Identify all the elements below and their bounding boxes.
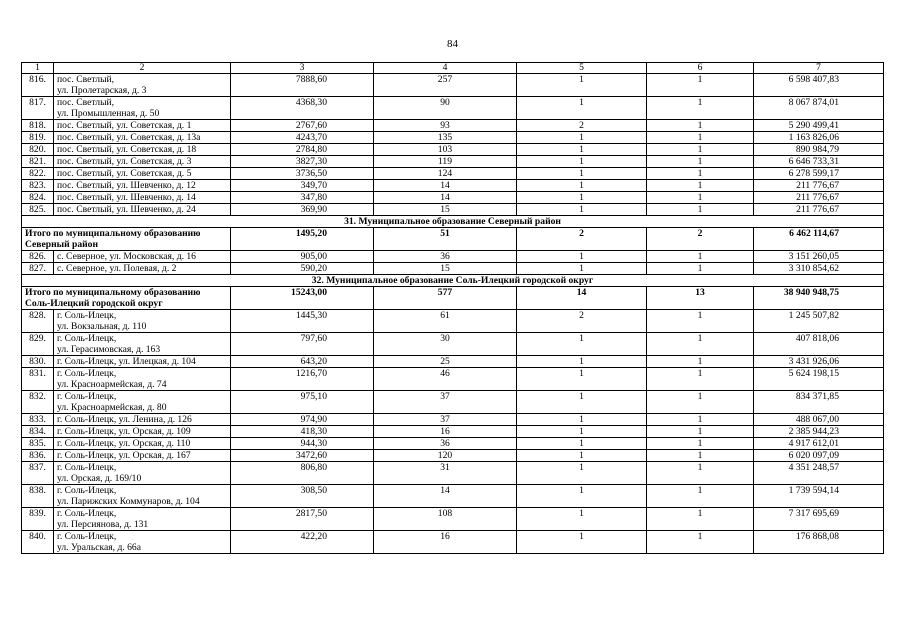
col6-cell: 1 <box>647 144 754 156</box>
area-cell: 3827,30 <box>231 156 374 168</box>
address-line: Соль-Илецкий городской округ <box>25 298 163 309</box>
cost-cell: 407 818,06 <box>754 333 884 356</box>
address-cell <box>54 144 231 156</box>
row-number: 821. <box>22 156 54 168</box>
address-line: пос. Светлый, ул. Советская, д. 1 <box>57 120 192 131</box>
table-row <box>22 180 884 192</box>
col5-cell: 2 <box>517 120 647 132</box>
address-line: г. Соль-Илецк, ул. Орская, д. 167 <box>57 450 191 461</box>
col5-cell: 1 <box>517 414 647 426</box>
address-line: пос. Светлый, ул. Советская, д. 3 <box>57 156 192 167</box>
residents-cell: 103 <box>374 144 517 156</box>
address-cell <box>54 438 231 450</box>
area-cell: 4243,70 <box>231 132 374 144</box>
address-line: ул. Вокзальная, д. 110 <box>57 321 147 332</box>
row-number: 817. <box>22 97 54 120</box>
col6-cell: 1 <box>647 204 754 216</box>
address-cell <box>54 426 231 438</box>
address-line: ул. Уральская, д. 66а <box>57 542 141 553</box>
table-row <box>22 263 884 275</box>
col5-cell: 1 <box>517 531 647 554</box>
cost-cell: 211 776,67 <box>754 192 884 204</box>
address-line: г. Соль-Илецк, <box>57 368 117 379</box>
col6-cell: 1 <box>647 438 754 450</box>
residents-cell: 577 <box>374 287 517 310</box>
total-row <box>22 228 884 251</box>
col5-cell: 1 <box>517 144 647 156</box>
cost-cell: 3 310 854,62 <box>754 263 884 275</box>
residents-cell: 119 <box>374 156 517 168</box>
address-line: г. Соль-Илецк, <box>57 485 117 496</box>
address-cell <box>54 310 231 333</box>
address-cell <box>54 450 231 462</box>
address-line: пос. Светлый, ул. Советская, д. 18 <box>57 144 197 155</box>
col6-cell: 1 <box>647 74 754 97</box>
address-cell <box>54 462 231 485</box>
address-line: с. Северное, ул. Московская, д. 16 <box>57 251 196 262</box>
cost-cell: 4 351 248,57 <box>754 462 884 485</box>
header-cell: 1 <box>22 63 54 74</box>
area-cell: 1445,30 <box>231 310 374 333</box>
header-cell: 7 <box>754 63 884 74</box>
cost-cell: 7 317 695,69 <box>754 508 884 531</box>
address-line: г. Соль-Илецк, ул. Ленина, д. 126 <box>57 414 192 425</box>
col6-cell: 1 <box>647 368 754 391</box>
address-cell <box>54 414 231 426</box>
col6-cell: 1 <box>647 97 754 120</box>
residents-cell: 15 <box>374 263 517 275</box>
col6-cell: 1 <box>647 310 754 333</box>
table-row <box>22 192 884 204</box>
address-line: ул. Герасимовская, д. 163 <box>57 344 161 355</box>
section-title: 31. Муниципальное образование Северный район <box>22 216 884 228</box>
header-row <box>22 63 884 74</box>
area-cell: 369,90 <box>231 204 374 216</box>
address-cell <box>54 156 231 168</box>
address-cell <box>54 485 231 508</box>
address-cell <box>54 120 231 132</box>
residents-cell: 31 <box>374 462 517 485</box>
table-row <box>22 356 884 368</box>
residents-cell: 16 <box>374 531 517 554</box>
address-line: г. Соль-Илецк, ул. Орская, д. 109 <box>57 426 191 437</box>
table-row <box>22 531 884 554</box>
col5-cell: 1 <box>517 462 647 485</box>
table-row <box>22 120 884 132</box>
col6-cell: 13 <box>647 287 754 310</box>
area-cell: 944,30 <box>231 438 374 450</box>
cost-cell: 1 739 594,14 <box>754 485 884 508</box>
residents-cell: 120 <box>374 450 517 462</box>
total-row <box>22 287 884 310</box>
cost-cell: 1 245 507,82 <box>754 310 884 333</box>
area-cell: 3472,60 <box>231 450 374 462</box>
residents-cell: 61 <box>374 310 517 333</box>
col6-cell: 1 <box>647 450 754 462</box>
col5-cell: 1 <box>517 450 647 462</box>
residents-cell: 30 <box>374 333 517 356</box>
area-cell: 308,50 <box>231 485 374 508</box>
col5-cell: 1 <box>517 263 647 275</box>
area-cell: 975,10 <box>231 391 374 414</box>
cost-cell: 4 917 612,01 <box>754 438 884 450</box>
table-row <box>22 462 884 485</box>
area-cell: 2767,60 <box>231 120 374 132</box>
col6-cell: 1 <box>647 180 754 192</box>
table-row <box>22 156 884 168</box>
address-line: г. Соль-Илецк, <box>57 310 117 321</box>
table-row <box>22 204 884 216</box>
address-cell <box>54 356 231 368</box>
col5-cell: 1 <box>517 192 647 204</box>
header-cell: 6 <box>647 63 754 74</box>
col6-cell: 1 <box>647 531 754 554</box>
address-line: пос. Светлый, <box>57 74 115 85</box>
row-number: 840. <box>22 531 54 554</box>
residents-cell: 135 <box>374 132 517 144</box>
address-line: пос. Светлый, ул. Советская, д. 5 <box>57 168 192 179</box>
col5-cell: 2 <box>517 228 647 251</box>
row-number: 839. <box>22 508 54 531</box>
table-row <box>22 132 884 144</box>
address-cell <box>54 204 231 216</box>
area-cell: 7888,60 <box>231 74 374 97</box>
col5-cell: 1 <box>517 508 647 531</box>
row-number: 826. <box>22 251 54 263</box>
section-header-row <box>22 216 884 228</box>
area-cell: 347,80 <box>231 192 374 204</box>
cost-cell: 488 067,00 <box>754 414 884 426</box>
address-cell <box>22 287 231 310</box>
row-number: 823. <box>22 180 54 192</box>
residents-cell: 93 <box>374 120 517 132</box>
row-number: 816. <box>22 74 54 97</box>
residents-cell: 37 <box>374 414 517 426</box>
header-cell: 5 <box>517 63 647 74</box>
col6-cell: 1 <box>647 251 754 263</box>
col6-cell: 1 <box>647 462 754 485</box>
area-cell: 1216,70 <box>231 368 374 391</box>
table-row <box>22 333 884 356</box>
table-row <box>22 414 884 426</box>
address-line: Северный район <box>25 239 99 250</box>
address-cell <box>22 228 231 251</box>
residents-cell: 14 <box>374 180 517 192</box>
row-number: 819. <box>22 132 54 144</box>
address-cell <box>54 74 231 97</box>
row-number: 818. <box>22 120 54 132</box>
area-cell: 2784,80 <box>231 144 374 156</box>
area-cell: 349,70 <box>231 180 374 192</box>
address-cell <box>54 168 231 180</box>
cost-cell: 5 624 198,15 <box>754 368 884 391</box>
row-number: 820. <box>22 144 54 156</box>
residents-cell: 90 <box>374 97 517 120</box>
cost-cell: 3 431 926,06 <box>754 356 884 368</box>
address-line: г. Соль-Илецк, ул. Орская, д. 110 <box>57 438 191 449</box>
address-cell <box>54 391 231 414</box>
residents-cell: 16 <box>374 426 517 438</box>
table-row <box>22 485 884 508</box>
address-line: пос. Светлый, ул. Шевченко, д. 12 <box>57 180 196 191</box>
row-number: 822. <box>22 168 54 180</box>
col5-cell: 1 <box>517 180 647 192</box>
row-number: 825. <box>22 204 54 216</box>
row-number: 828. <box>22 310 54 333</box>
cost-cell: 1 163 826,06 <box>754 132 884 144</box>
row-number: 824. <box>22 192 54 204</box>
address-cell <box>54 531 231 554</box>
cost-cell: 6 462 114,67 <box>754 228 884 251</box>
area-cell: 590,20 <box>231 263 374 275</box>
section-title: 32. Муниципальное образование Соль-Илецкий городской округ <box>22 275 884 287</box>
col6-cell: 1 <box>647 414 754 426</box>
area-cell: 806,80 <box>231 462 374 485</box>
address-line: г. Соль-Илецк, <box>57 391 117 402</box>
area-cell: 1495,20 <box>231 228 374 251</box>
residents-cell: 14 <box>374 485 517 508</box>
col6-cell: 1 <box>647 356 754 368</box>
address-line: г. Соль-Илецк, <box>57 508 117 519</box>
col5-cell: 1 <box>517 168 647 180</box>
col5-cell: 1 <box>517 426 647 438</box>
row-number: 832. <box>22 391 54 414</box>
residents-cell: 257 <box>374 74 517 97</box>
table-row <box>22 438 884 450</box>
table-row <box>22 508 884 531</box>
col5-cell: 1 <box>517 74 647 97</box>
residents-cell: 15 <box>374 204 517 216</box>
address-line: ул. Орская, д. 169/10 <box>57 473 142 484</box>
cost-cell: 176 868,08 <box>754 531 884 554</box>
cost-cell: 3 151 260,05 <box>754 251 884 263</box>
col5-cell: 1 <box>517 156 647 168</box>
address-line: Итого по муниципальному образованию <box>25 287 201 298</box>
col6-cell: 1 <box>647 263 754 275</box>
col6-cell: 1 <box>647 391 754 414</box>
address-cell <box>54 263 231 275</box>
address-line: г. Соль-Илецк, ул. Илецкая, д. 104 <box>57 356 196 367</box>
area-cell: 418,30 <box>231 426 374 438</box>
residents-cell: 25 <box>374 356 517 368</box>
col5-cell: 1 <box>517 356 647 368</box>
cost-cell: 38 940 948,75 <box>754 287 884 310</box>
cost-cell: 8 067 874,01 <box>754 97 884 120</box>
area-cell: 797,60 <box>231 333 374 356</box>
row-number: 836. <box>22 450 54 462</box>
cost-cell: 2 385 944,23 <box>754 426 884 438</box>
residents-cell: 124 <box>374 168 517 180</box>
row-number: 838. <box>22 485 54 508</box>
cost-cell: 834 371,85 <box>754 391 884 414</box>
col6-cell: 1 <box>647 426 754 438</box>
address-line: г. Соль-Илецк, <box>57 531 117 542</box>
col6-cell: 1 <box>647 485 754 508</box>
section-header-row <box>22 275 884 287</box>
col5-cell: 1 <box>517 438 647 450</box>
table-row <box>22 310 884 333</box>
col5-cell: 1 <box>517 204 647 216</box>
address-line: Итого по муниципальному образованию <box>25 228 201 239</box>
address-line: ул. Персиянова, д. 131 <box>57 519 149 530</box>
table-row <box>22 74 884 97</box>
row-number: 835. <box>22 438 54 450</box>
address-cell <box>54 368 231 391</box>
table-row <box>22 450 884 462</box>
col6-cell: 1 <box>647 156 754 168</box>
address-line: ул. Промышленная, д. 50 <box>57 108 160 119</box>
address-cell <box>54 333 231 356</box>
col5-cell: 14 <box>517 287 647 310</box>
cost-cell: 6 278 599,17 <box>754 168 884 180</box>
area-cell: 422,20 <box>231 531 374 554</box>
address-line: ул. Пролетарская, д. 3 <box>57 85 147 96</box>
row-number: 833. <box>22 414 54 426</box>
area-cell: 4368,30 <box>231 97 374 120</box>
table-row <box>22 426 884 438</box>
address-line: г. Соль-Илецк, <box>57 333 117 344</box>
col6-cell: 1 <box>647 168 754 180</box>
address-line: ул. Красноармейская, д. 74 <box>57 379 167 390</box>
cost-cell: 211 776,67 <box>754 180 884 192</box>
row-number: 837. <box>22 462 54 485</box>
row-number: 829. <box>22 333 54 356</box>
header-cell: 4 <box>374 63 517 74</box>
residents-cell: 14 <box>374 192 517 204</box>
address-line: пос. Светлый, ул. Советская, д. 13а <box>57 132 201 143</box>
area-cell: 905,00 <box>231 251 374 263</box>
col5-cell: 1 <box>517 251 647 263</box>
address-cell <box>54 192 231 204</box>
address-cell <box>54 97 231 120</box>
address-cell <box>54 508 231 531</box>
col6-cell: 2 <box>647 228 754 251</box>
address-line: с. Северное, ул. Полевая, д. 2 <box>57 263 177 274</box>
table-row <box>22 251 884 263</box>
row-number: 834. <box>22 426 54 438</box>
page-number: 84 <box>447 38 458 50</box>
table-row <box>22 97 884 120</box>
col6-cell: 1 <box>647 132 754 144</box>
header-cell: 2 <box>54 63 231 74</box>
col6-cell: 1 <box>647 333 754 356</box>
cost-cell: 6 020 097,09 <box>754 450 884 462</box>
address-line: ул. Парижских Коммунаров, д. 104 <box>57 496 200 507</box>
housing-table <box>21 62 884 554</box>
area-cell: 974,90 <box>231 414 374 426</box>
col5-cell: 1 <box>517 132 647 144</box>
residents-cell: 46 <box>374 368 517 391</box>
table-row <box>22 391 884 414</box>
area-cell: 643,20 <box>231 356 374 368</box>
row-number: 831. <box>22 368 54 391</box>
col6-cell: 1 <box>647 120 754 132</box>
col6-cell: 1 <box>647 508 754 531</box>
col5-cell: 1 <box>517 485 647 508</box>
address-cell <box>54 132 231 144</box>
address-line: пос. Светлый, ул. Шевченко, д. 24 <box>57 204 196 215</box>
header-cell: 3 <box>231 63 374 74</box>
residents-cell: 108 <box>374 508 517 531</box>
col5-cell: 1 <box>517 368 647 391</box>
address-line: ул. Красноармейская, д. 80 <box>57 402 167 413</box>
address-line: г. Соль-Илецк, <box>57 462 117 473</box>
col5-cell: 2 <box>517 310 647 333</box>
table-row <box>22 168 884 180</box>
residents-cell: 37 <box>374 391 517 414</box>
cost-cell: 6 646 733,31 <box>754 156 884 168</box>
row-number: 830. <box>22 356 54 368</box>
address-line: пос. Светлый, ул. Шевченко, д. 14 <box>57 192 196 203</box>
table-row <box>22 368 884 391</box>
col5-cell: 1 <box>517 97 647 120</box>
residents-cell: 36 <box>374 251 517 263</box>
cost-cell: 211 776,67 <box>754 204 884 216</box>
cost-cell: 890 984,79 <box>754 144 884 156</box>
area-cell: 2817,50 <box>231 508 374 531</box>
area-cell: 15243,00 <box>231 287 374 310</box>
residents-cell: 36 <box>374 438 517 450</box>
col5-cell: 1 <box>517 391 647 414</box>
col6-cell: 1 <box>647 192 754 204</box>
cost-cell: 5 290 499,41 <box>754 120 884 132</box>
col5-cell: 1 <box>517 333 647 356</box>
cost-cell: 6 598 407,83 <box>754 74 884 97</box>
address-line: пос. Светлый, <box>57 97 115 108</box>
table-row <box>22 144 884 156</box>
area-cell: 3736,50 <box>231 168 374 180</box>
address-cell <box>54 180 231 192</box>
row-number: 827. <box>22 263 54 275</box>
address-cell <box>54 251 231 263</box>
residents-cell: 51 <box>374 228 517 251</box>
